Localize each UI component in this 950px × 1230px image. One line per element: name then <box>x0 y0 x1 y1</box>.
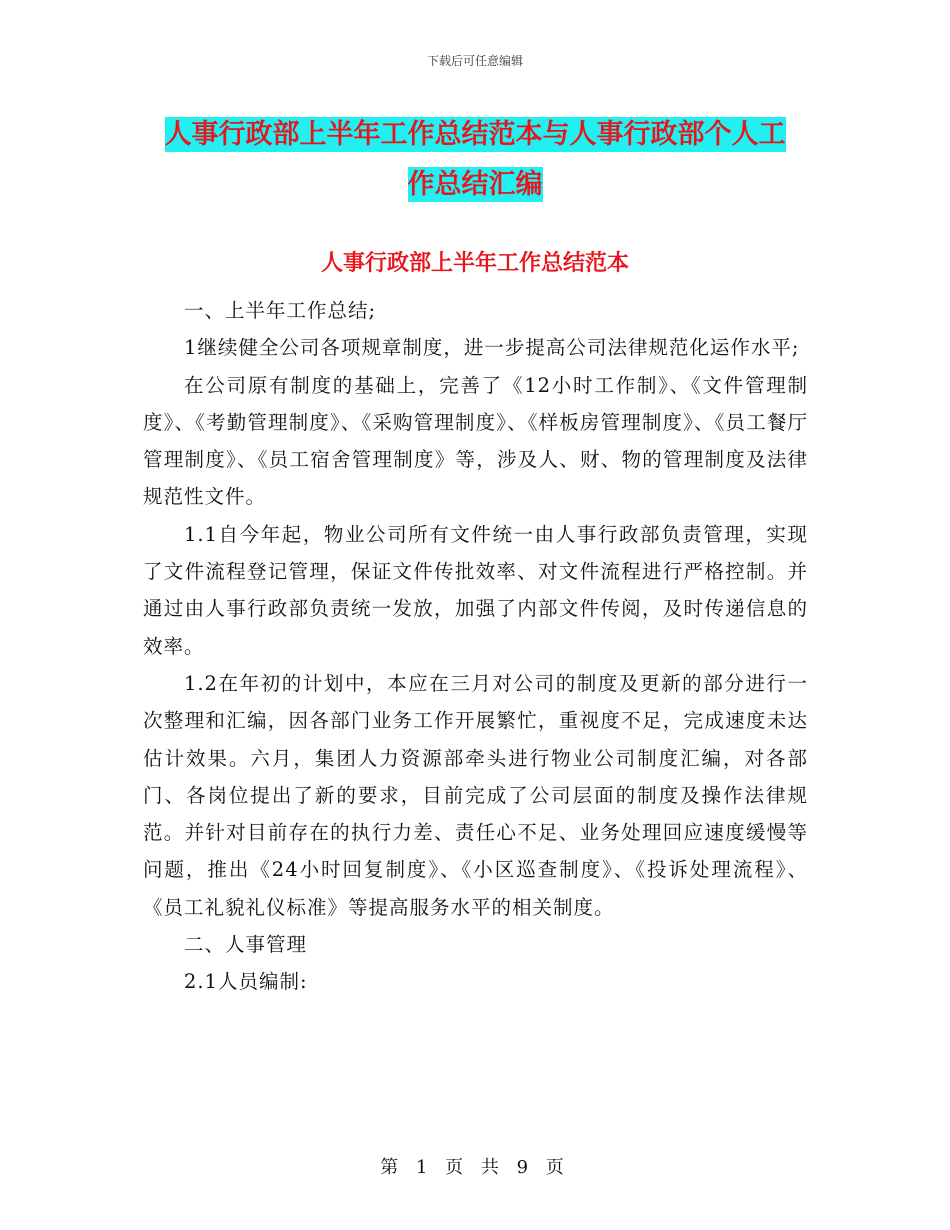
paragraph: 一、上半年工作总结; <box>183 299 377 322</box>
paragraph: 1继续健全公司各项规章制度，进一步提高公司法律规范化运作水平; <box>183 336 800 360</box>
title-line-2: 作总结汇编 <box>407 169 543 200</box>
page-footer: 第 1 页 共 9 页 <box>380 1157 570 1178</box>
title-line-1: 人事行政部上半年工作总结范本与人事行政部个人工 <box>164 119 786 150</box>
document-title <box>140 110 810 210</box>
paragraph: 在公司原有制度的基础上，完善了《12小时工作制》、《文件管理制度》、《考勤管理制度》、《采购管理制度》、《样板房管理制度》、《员工餐厅管理制度》、《员工宿舍管理制度》等，涉及人、财、物的管理制度及法律规范性文件。 <box>143 373 808 509</box>
document-body <box>143 292 808 1001</box>
paragraph: 1.1自今年起，物业公司所有文件统一由人事行政部负责管理，实现了文件流程登记管理，保证文件传批效率、对文件流程进行严格控制。并通过由人事行政部负责统一发放，加强了内部文件传阅，及时传递信息的效率。 <box>143 522 808 658</box>
paragraph: 2.1人员编制: <box>183 970 308 994</box>
paragraph: 二、人事管理 <box>183 933 307 957</box>
section-title: 人事行政部上半年工作总结范本 <box>320 251 629 276</box>
header-note: 下载后可任意编辑 <box>426 54 523 68</box>
paragraph: 1.2在年初的计划中，本应在三月对公司的制度及更新的部分进行一次整理和汇编，因各部门业务工作开展繁忙，重视度不足，完成速度未达估计效果。六月，集团人力资源部牵头进行物业公司制度汇编，对各部门、各岗位提出了新的要求，目前完成了公司层面的制度及操作法律规范。并针对目前存在的执行力差、责任心不足、业务处理回应速度缓慢等问题，推出《24小时回复制度》、《小区巡查制度》、《投诉处理流程》、《员工礼貌礼仪标准》等提高服务水平的相关制度。 <box>143 671 808 919</box>
